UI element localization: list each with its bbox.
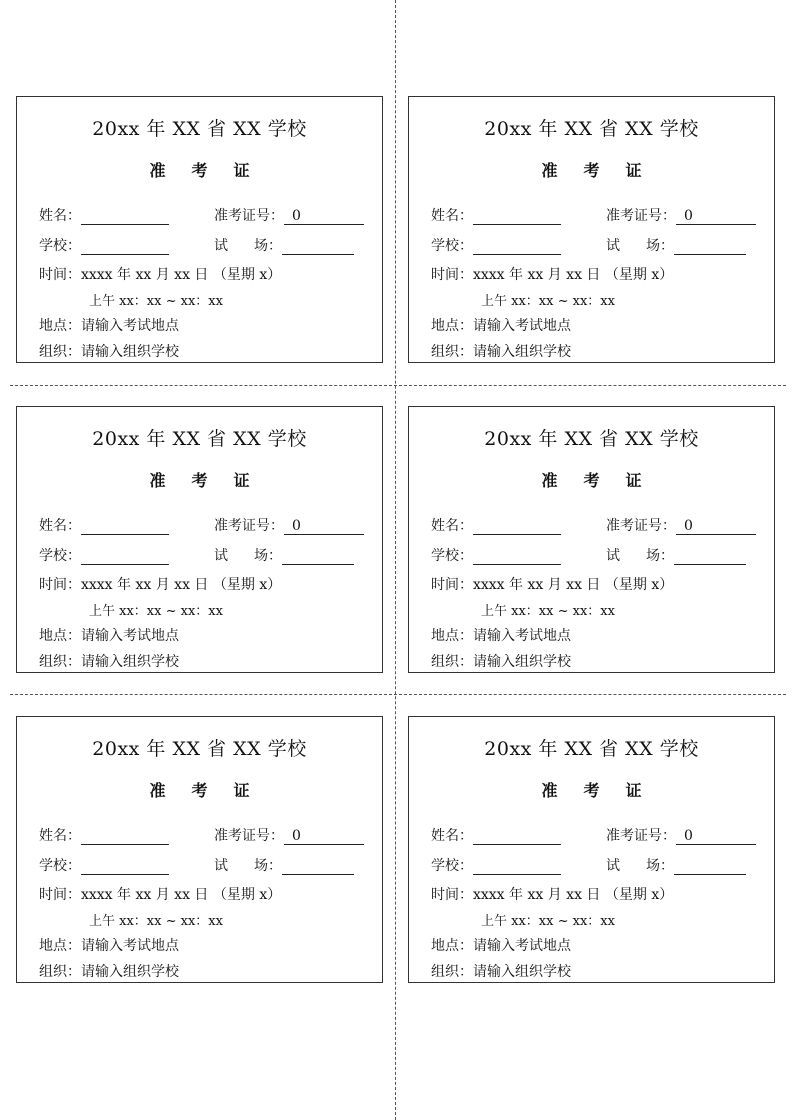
school-row: [431, 545, 674, 565]
card-title: 20xx 年 XX 省 XX 学校: [92, 118, 307, 140]
horizontal-cut-line: [10, 694, 786, 695]
place-label: 地点：: [431, 318, 473, 334]
ticket-label: 准考证号：: [214, 208, 284, 224]
org-value: 请输入组织学校: [473, 964, 571, 980]
time-value: xxxx 年 xx 月 xx 日 （星期 x）: [473, 887, 674, 903]
admission-ticket-card: [408, 406, 775, 673]
room-label-2: 场：: [646, 238, 674, 254]
place-value: 请输入考试地点: [473, 938, 571, 954]
ticket-field: [214, 825, 364, 845]
school-row: [39, 545, 282, 565]
ticket-field: [606, 515, 756, 535]
time-slot: 上午 xx：xx ~ xx：xx: [89, 914, 223, 929]
name-blank: [81, 828, 169, 845]
room-label-2: 场：: [254, 858, 282, 874]
time-row: [431, 574, 673, 594]
time-row: [431, 264, 673, 284]
room-blank: [674, 858, 746, 875]
card-subtitle: 准考证: [149, 781, 276, 800]
school-blank: [473, 238, 561, 255]
place-row: [39, 935, 179, 955]
school-label: 学校：: [39, 238, 81, 254]
room-field: [214, 545, 354, 565]
school-row: [431, 855, 674, 875]
card-subtitle: 准考证: [541, 471, 668, 490]
ticket-value: 0: [284, 828, 364, 845]
place-value: 请输入考试地点: [81, 318, 179, 334]
time-value: xxxx 年 xx 月 xx 日 （星期 x）: [81, 577, 282, 593]
school-label: 学校：: [431, 548, 473, 564]
time-row: [39, 574, 281, 594]
place-row: [39, 625, 179, 645]
room-label-2: 场：: [646, 858, 674, 874]
name-row: [39, 825, 301, 845]
school-blank: [81, 238, 169, 255]
place-row: [431, 935, 571, 955]
place-label: 地点：: [431, 938, 473, 954]
room-label-2: 场：: [254, 548, 282, 564]
name-blank: [81, 518, 169, 535]
school-blank: [81, 548, 169, 565]
name-blank: [473, 208, 561, 225]
time-slot: 上午 xx：xx ~ xx：xx: [481, 294, 615, 309]
room-label-1: 试: [214, 238, 228, 254]
place-value: 请输入考试地点: [81, 938, 179, 954]
school-label: 学校：: [431, 858, 473, 874]
card-subtitle: 准考证: [149, 161, 276, 180]
time-label: 时间：: [39, 267, 81, 283]
ticket-label: 准考证号：: [214, 828, 284, 844]
name-label: 姓名：: [39, 518, 81, 534]
name-label: 姓名：: [431, 208, 473, 224]
school-label: 学校：: [39, 548, 81, 564]
room-label-2: 场：: [646, 548, 674, 564]
card-title: 20xx 年 XX 省 XX 学校: [92, 738, 307, 760]
room-label-1: 试: [606, 548, 620, 564]
place-value: 请输入考试地点: [473, 628, 571, 644]
room-blank: [282, 238, 354, 255]
org-value: 请输入组织学校: [81, 344, 179, 360]
admission-ticket-card: [16, 406, 383, 673]
school-blank: [81, 858, 169, 875]
time-value: xxxx 年 xx 月 xx 日 （星期 x）: [473, 267, 674, 283]
org-row: [39, 651, 179, 671]
time-slot: 上午 xx：xx ~ xx：xx: [481, 604, 615, 619]
name-row: [431, 825, 693, 845]
card-subtitle: 准考证: [149, 471, 276, 490]
place-value: 请输入考试地点: [473, 318, 571, 334]
room-blank: [282, 548, 354, 565]
ticket-value: 0: [676, 208, 756, 225]
room-label-2: 场：: [254, 238, 282, 254]
vertical-cut-line: [395, 0, 396, 1120]
card-subtitle: 准考证: [541, 781, 668, 800]
name-row: [431, 205, 693, 225]
admission-ticket-card: [408, 716, 775, 983]
place-label: 地点：: [39, 318, 81, 334]
school-label: 学校：: [431, 238, 473, 254]
ticket-field: [606, 205, 756, 225]
time-label: 时间：: [39, 887, 81, 903]
card-title: 20xx 年 XX 省 XX 学校: [484, 118, 699, 140]
room-field: [214, 855, 354, 875]
place-row: [39, 315, 179, 335]
time-label: 时间：: [431, 577, 473, 593]
time-slot: 上午 xx：xx ~ xx：xx: [89, 604, 223, 619]
name-row: [39, 515, 301, 535]
name-blank: [473, 828, 561, 845]
org-row: [431, 341, 571, 361]
admission-ticket-card: [16, 716, 383, 983]
ticket-field: [606, 825, 756, 845]
card-title: 20xx 年 XX 省 XX 学校: [484, 738, 699, 760]
place-row: [431, 315, 571, 335]
time-value: xxxx 年 xx 月 xx 日 （星期 x）: [81, 887, 282, 903]
school-label: 学校：: [39, 858, 81, 874]
place-label: 地点：: [39, 628, 81, 644]
ticket-label: 准考证号：: [606, 518, 676, 534]
ticket-value: 0: [284, 208, 364, 225]
room-label-1: 试: [606, 238, 620, 254]
time-label: 时间：: [39, 577, 81, 593]
place-label: 地点：: [39, 938, 81, 954]
room-field: [606, 235, 746, 255]
name-label: 姓名：: [39, 828, 81, 844]
name-row: [39, 205, 301, 225]
org-value: 请输入组织学校: [81, 654, 179, 670]
time-label: 时间：: [431, 267, 473, 283]
admission-ticket-card: [408, 96, 775, 363]
org-label: 组织：: [39, 964, 81, 980]
time-row: [39, 884, 281, 904]
ticket-label: 准考证号：: [606, 208, 676, 224]
time-slot: 上午 xx：xx ~ xx：xx: [89, 294, 223, 309]
org-row: [39, 961, 179, 981]
room-blank: [674, 548, 746, 565]
school-blank: [473, 548, 561, 565]
ticket-label: 准考证号：: [606, 828, 676, 844]
ticket-field: [214, 205, 364, 225]
place-row: [431, 625, 571, 645]
ticket-label: 准考证号：: [214, 518, 284, 534]
name-blank: [81, 208, 169, 225]
time-row: [39, 264, 281, 284]
time-value: xxxx 年 xx 月 xx 日 （星期 x）: [473, 577, 674, 593]
org-label: 组织：: [39, 344, 81, 360]
place-label: 地点：: [431, 628, 473, 644]
time-value: xxxx 年 xx 月 xx 日 （星期 x）: [81, 267, 282, 283]
name-row: [431, 515, 693, 535]
org-value: 请输入组织学校: [473, 344, 571, 360]
org-row: [431, 961, 571, 981]
org-label: 组织：: [431, 964, 473, 980]
room-field: [214, 235, 354, 255]
name-label: 姓名：: [39, 208, 81, 224]
time-label: 时间：: [431, 887, 473, 903]
school-row: [431, 235, 674, 255]
room-label-1: 试: [606, 858, 620, 874]
org-label: 组织：: [39, 654, 81, 670]
room-field: [606, 545, 746, 565]
org-row: [39, 341, 179, 361]
room-blank: [282, 858, 354, 875]
place-value: 请输入考试地点: [81, 628, 179, 644]
school-row: [39, 235, 282, 255]
ticket-value: 0: [676, 828, 756, 845]
org-label: 组织：: [431, 344, 473, 360]
room-label-1: 试: [214, 548, 228, 564]
ticket-value: 0: [284, 518, 364, 535]
time-row: [431, 884, 673, 904]
room-label-1: 试: [214, 858, 228, 874]
admission-ticket-card: [16, 96, 383, 363]
name-blank: [473, 518, 561, 535]
school-blank: [473, 858, 561, 875]
org-row: [431, 651, 571, 671]
ticket-field: [214, 515, 364, 535]
org-value: 请输入组织学校: [473, 654, 571, 670]
room-field: [606, 855, 746, 875]
room-blank: [674, 238, 746, 255]
org-value: 请输入组织学校: [81, 964, 179, 980]
ticket-value: 0: [676, 518, 756, 535]
name-label: 姓名：: [431, 518, 473, 534]
horizontal-cut-line: [10, 385, 786, 386]
time-slot: 上午 xx：xx ~ xx：xx: [481, 914, 615, 929]
org-label: 组织：: [431, 654, 473, 670]
card-title: 20xx 年 XX 省 XX 学校: [484, 428, 699, 450]
card-title: 20xx 年 XX 省 XX 学校: [92, 428, 307, 450]
school-row: [39, 855, 282, 875]
card-subtitle: 准考证: [541, 161, 668, 180]
name-label: 姓名：: [431, 828, 473, 844]
